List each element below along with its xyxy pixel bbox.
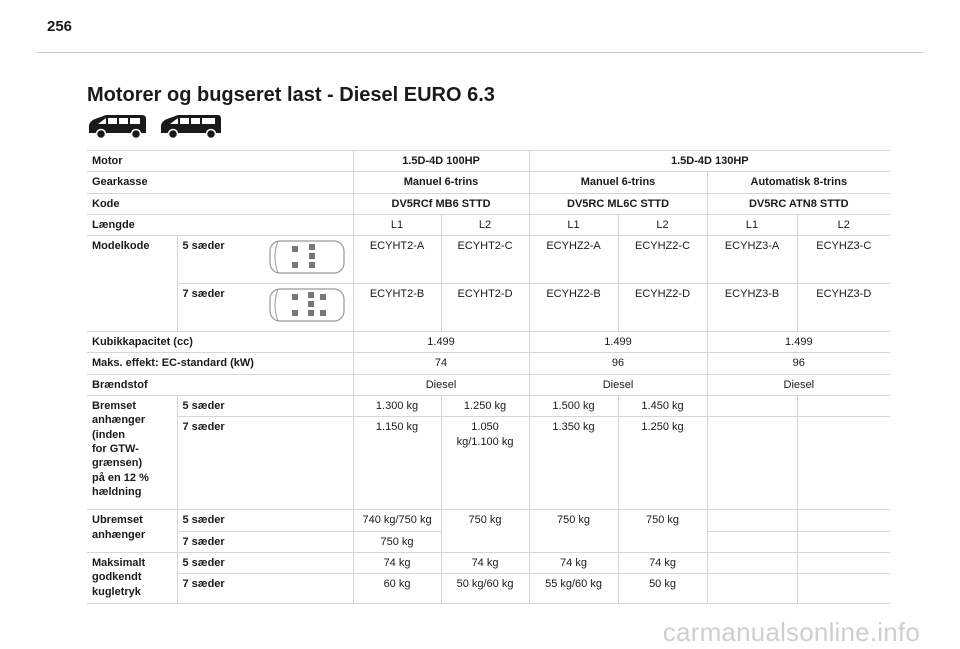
table-cell: Diesel [353, 374, 529, 395]
row-label [87, 552, 177, 603]
label-line: på en 12 % [92, 471, 149, 484]
table-row [87, 284, 890, 332]
table-cell: 96 [707, 353, 890, 374]
table-cell: Diesel [707, 374, 890, 395]
page-number: 256 [47, 18, 73, 35]
table-cell: ECYHZ3-B [707, 284, 797, 332]
row-label: Motor [87, 151, 353, 172]
table-cell: L2 [618, 214, 707, 235]
table-cell: 1.499 [529, 332, 707, 353]
table-cell: ECYHZ2-C [618, 236, 707, 284]
table-cell [707, 552, 797, 573]
table-cell [797, 552, 890, 573]
seat-label: 5 sæder [177, 396, 353, 417]
table-cell: 750 kg [441, 510, 529, 553]
table-cell: ECYHZ2-D [618, 284, 707, 332]
table-cell: 74 [353, 353, 529, 374]
label-line: anhænger [92, 414, 146, 427]
table-cell: 1.250 kg [441, 396, 529, 417]
table-row [87, 151, 890, 172]
seat-label: 7 sæder [177, 284, 264, 332]
table-row [87, 574, 890, 604]
table-row [87, 374, 890, 395]
table-cell: 74 kg [529, 552, 618, 573]
table-cell [707, 510, 797, 531]
label-line: grænsen) [92, 457, 143, 470]
row-label: Maks. effekt: EC-standard (kW) [87, 353, 353, 374]
row-label: Brændstof [87, 374, 353, 395]
van-long-side-icon [158, 113, 224, 139]
row-label: Kode [87, 193, 353, 214]
table-cell [707, 531, 797, 552]
table-row [87, 510, 890, 531]
table-cell: 1.499 [353, 332, 529, 353]
label-line: kugletryk [92, 585, 141, 598]
table-cell [797, 531, 890, 552]
table-cell: 1.350 kg [529, 417, 618, 510]
table-cell: ECYHZ3-D [797, 284, 890, 332]
table-cell: ECYHT2-C [441, 236, 529, 284]
table-cell: 96 [529, 353, 707, 374]
seat-label: 5 sæder [177, 552, 353, 573]
table-cell: 750 kg [529, 510, 618, 553]
table-cell: 74 kg [353, 552, 441, 573]
table-cell: 1.300 kg [353, 396, 441, 417]
table-cell: Diesel [529, 374, 707, 395]
seat-label: 7 sæder [177, 531, 353, 552]
table-row [87, 214, 890, 235]
table-cell: ECYHT2-B [353, 284, 441, 332]
seat-layout-5-icon [268, 238, 346, 276]
table-cell: ECYHT2-A [353, 236, 441, 284]
cell-line: kg/1.100 kg [456, 435, 514, 448]
table-cell: L1 [353, 214, 441, 235]
row-label: Kubikkapacitet (cc) [87, 332, 353, 353]
seat-label: 5 sæder [177, 510, 353, 531]
table-cell: L1 [707, 214, 797, 235]
table-cell: ECYHT2-D [441, 284, 529, 332]
table-cell: 740 kg/750 kg [353, 510, 441, 531]
table-cell [797, 510, 890, 531]
table-cell: 1.250 kg [618, 417, 707, 510]
cell-line: 1.050 [471, 421, 499, 434]
label-line: Ubremset [92, 514, 143, 527]
seat-layout-5-cell [264, 236, 353, 284]
table-cell: DV5RC ML6C STTD [529, 193, 707, 214]
table-cell: 1.450 kg [618, 396, 707, 417]
label-line: godkendt [92, 571, 142, 584]
table-cell: 750 kg [353, 531, 441, 552]
table-row [87, 396, 890, 417]
table-cell: 60 kg [353, 574, 441, 604]
label-line: Bremset [92, 400, 137, 413]
row-label: Modelkode [87, 236, 177, 332]
label-line: for GTW- [92, 442, 139, 455]
table-cell: L2 [441, 214, 529, 235]
table-cell: 50 kg [618, 574, 707, 604]
label-line: (inden [92, 428, 125, 441]
label-line: anhænger [92, 528, 146, 541]
label-line: Maksimalt [92, 556, 146, 569]
engine-spec-table [87, 150, 890, 604]
watermark-link[interactable]: carmanualsonline.info [662, 617, 920, 647]
seat-label: 7 sæder [177, 574, 353, 604]
table-cell: 1.5D-4D 130HP [529, 151, 890, 172]
row-label: Gearkasse [87, 172, 353, 193]
seat-layout-7-cell [264, 284, 353, 332]
table-cell [797, 396, 890, 417]
table-cell: 55 kg/60 kg [529, 574, 618, 604]
row-label [87, 396, 177, 510]
van-side-icon [86, 113, 150, 139]
table-cell [797, 417, 890, 510]
table-row [87, 353, 890, 374]
table-cell [707, 574, 797, 604]
table-row [87, 552, 890, 573]
table-cell [707, 417, 797, 510]
table-cell [707, 396, 797, 417]
table-cell: ECYHZ2-A [529, 236, 618, 284]
label-line: hældning [92, 485, 142, 498]
table-cell: 74 kg [441, 552, 529, 573]
header-divider [37, 52, 923, 53]
table-cell: 1.150 kg [353, 417, 441, 510]
table-cell: ECYHZ3-A [707, 236, 797, 284]
table-cell: L2 [797, 214, 890, 235]
vehicle-icons [86, 113, 224, 139]
table-cell: 74 kg [618, 552, 707, 573]
row-label: Længde [87, 214, 353, 235]
table-row [87, 332, 890, 353]
table-row [87, 417, 890, 510]
table-cell: 750 kg [618, 510, 707, 553]
table-cell: Manuel 6-trins [353, 172, 529, 193]
seat-label: 5 sæder [177, 236, 264, 284]
table-cell: ECYHZ3-C [797, 236, 890, 284]
table-cell: Manuel 6-trins [529, 172, 707, 193]
page-title: Motorer og bugseret last - Diesel EURO 6.3 [87, 84, 495, 106]
table-cell [441, 417, 529, 510]
table-cell: L1 [529, 214, 618, 235]
table-cell: 1.499 [707, 332, 890, 353]
table-row [87, 236, 890, 284]
seat-layout-7-icon [268, 286, 346, 324]
table-cell: 1.5D-4D 100HP [353, 151, 529, 172]
row-label [87, 510, 177, 553]
table-cell [797, 574, 890, 604]
table-cell: ECYHZ2-B [529, 284, 618, 332]
table-row [87, 172, 890, 193]
seat-label: 7 sæder [177, 417, 353, 510]
table-cell: DV5RCf MB6 STTD [353, 193, 529, 214]
table-row [87, 193, 890, 214]
table-cell: 50 kg/60 kg [441, 574, 529, 604]
table-cell: Automatisk 8-trins [707, 172, 890, 193]
table-cell: DV5RC ATN8 STTD [707, 193, 890, 214]
table-cell: 1.500 kg [529, 396, 618, 417]
